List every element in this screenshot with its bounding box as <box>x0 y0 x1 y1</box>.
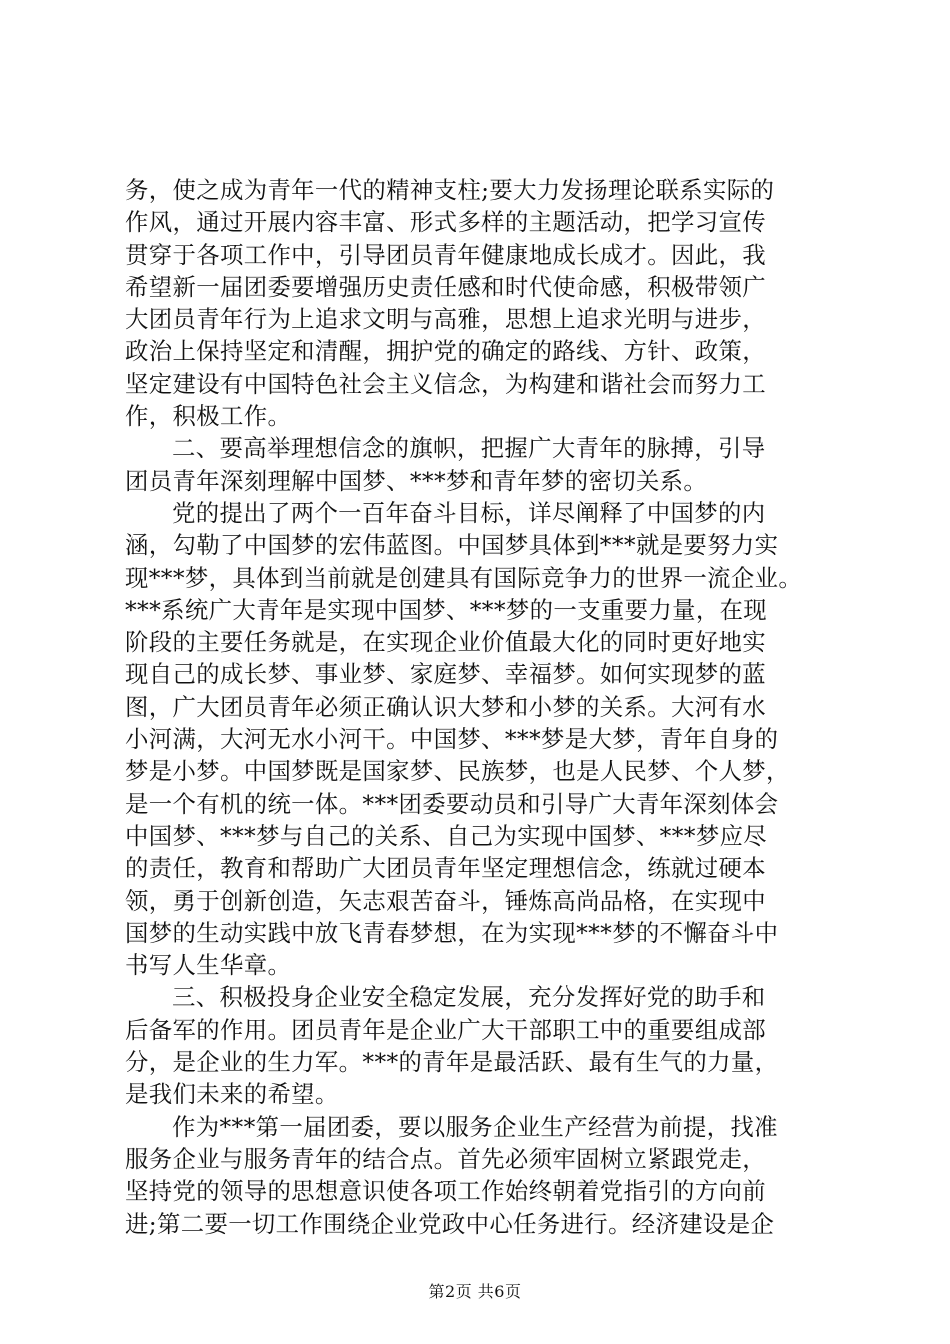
paragraph-4 <box>125 981 825 1110</box>
text-line: 领，勇于创新创造，矢志艰苦奋斗，锤炼高尚品格，在实现中 <box>125 886 766 915</box>
text-line: 涵，勾勒了中国梦的宏伟蓝图。中国梦具体到***就是要努力实 <box>125 531 779 560</box>
text-line: 党的提出了两个一百年奋斗目标，详尽阐释了中国梦的内 <box>172 498 766 527</box>
text-line: 二、要高举理想信念的旗帜，把握广大青年的脉搏，引导 <box>172 434 766 463</box>
text-line: ***系统广大青年是实现中国梦、***梦的一支重要力量，在现 <box>125 595 768 624</box>
text-line: 是一个有机的统一体。***团委要动员和引导广大青年深刻体会 <box>125 789 779 818</box>
text-line: 中国梦、***梦与自己的关系、自己为实现中国梦、***梦应尽 <box>125 821 768 850</box>
text-line: 分，是企业的生力军。***的青年是最活跃、最有生气的力量， <box>125 1048 779 1077</box>
text-line: 进;第二要一切工作围绕企业党政中心任务进行。经济建设是企 <box>125 1209 775 1238</box>
text-line: 作，积极工作。 <box>125 402 292 431</box>
text-line: 梦是小梦。中国梦既是国家梦、民族梦，也是人民梦、个人梦， <box>125 757 790 786</box>
page-footer: 第2页 共6页 <box>428 1282 522 1301</box>
text-line: 图，广大团员青年必须正确认识大梦和小梦的关系。大河有水 <box>125 692 766 721</box>
text-line: 大团员青年行为上追求文明与高雅，思想上追求光明与进步， <box>125 305 766 334</box>
text-line: 书写人生华章。 <box>125 951 292 980</box>
text-line: 坚持党的领导的思想意识使各项工作始终朝着党指引的方向前 <box>125 1177 766 1206</box>
paragraph-5 <box>125 1111 825 1240</box>
text-line: 贯穿于各项工作中，引导团员青年健康地成长成才。因此，我 <box>125 240 766 269</box>
text-line: 作风，通过开展内容丰富、形式多样的主题活动，把学习宣传 <box>125 208 766 237</box>
text-line: 阶段的主要任务就是，在实现企业价值最大化的同时更好地实 <box>125 628 766 657</box>
text-line: 希望新一届团委要增强历史责任感和时代使命感，积极带领广 <box>125 272 766 301</box>
text-line: 现自己的成长梦、事业梦、家庭梦、幸福梦。如何实现梦的蓝 <box>125 660 766 689</box>
text-line: 服务企业与服务青年的结合点。首先必须牢固树立紧跟党走， <box>125 1144 766 1173</box>
text-line: 政治上保持坚定和清醒，拥护党的确定的路线、方针、政策， <box>125 337 766 366</box>
text-line: 作为***第一届团委，要以服务企业生产经营为前提，找准 <box>172 1112 778 1141</box>
text-line: 国梦的生动实践中放飞青春梦想，在为实现***梦的不懈奋斗中 <box>125 918 779 947</box>
text-line: 现***梦，具体到当前就是创建具有国际竞争力的世界一流企业。 <box>125 563 803 592</box>
text-line: 的责任，教育和帮助广大团员青年坚定理想信念，练就过硬本 <box>125 854 766 883</box>
text-line: 务，使之成为青年一代的精神支柱;要大力发扬理论联系实际的 <box>125 176 775 204</box>
text-line: 团员青年深刻理解中国梦、***梦和青年梦的密切关系。 <box>125 466 708 495</box>
text-line: 坚定建设有中国特色社会主义信念，为构建和谐社会而努力工 <box>125 369 766 398</box>
text-line: 三、积极投身企业安全稳定发展，充分发挥好党的助手和 <box>172 983 766 1012</box>
paragraph-2 <box>125 432 825 497</box>
text-line: 是我们未来的希望。 <box>125 1080 339 1109</box>
paragraph-3 <box>125 497 825 981</box>
paragraph-1 <box>125 174 825 432</box>
text-line: 后备军的作用。团员青年是企业广大干部职工中的重要组成部 <box>125 1015 766 1044</box>
text-line: 小河满，大河无水小河干。中国梦、***梦是大梦，青年自身的 <box>125 725 779 754</box>
document-body <box>125 174 825 1240</box>
